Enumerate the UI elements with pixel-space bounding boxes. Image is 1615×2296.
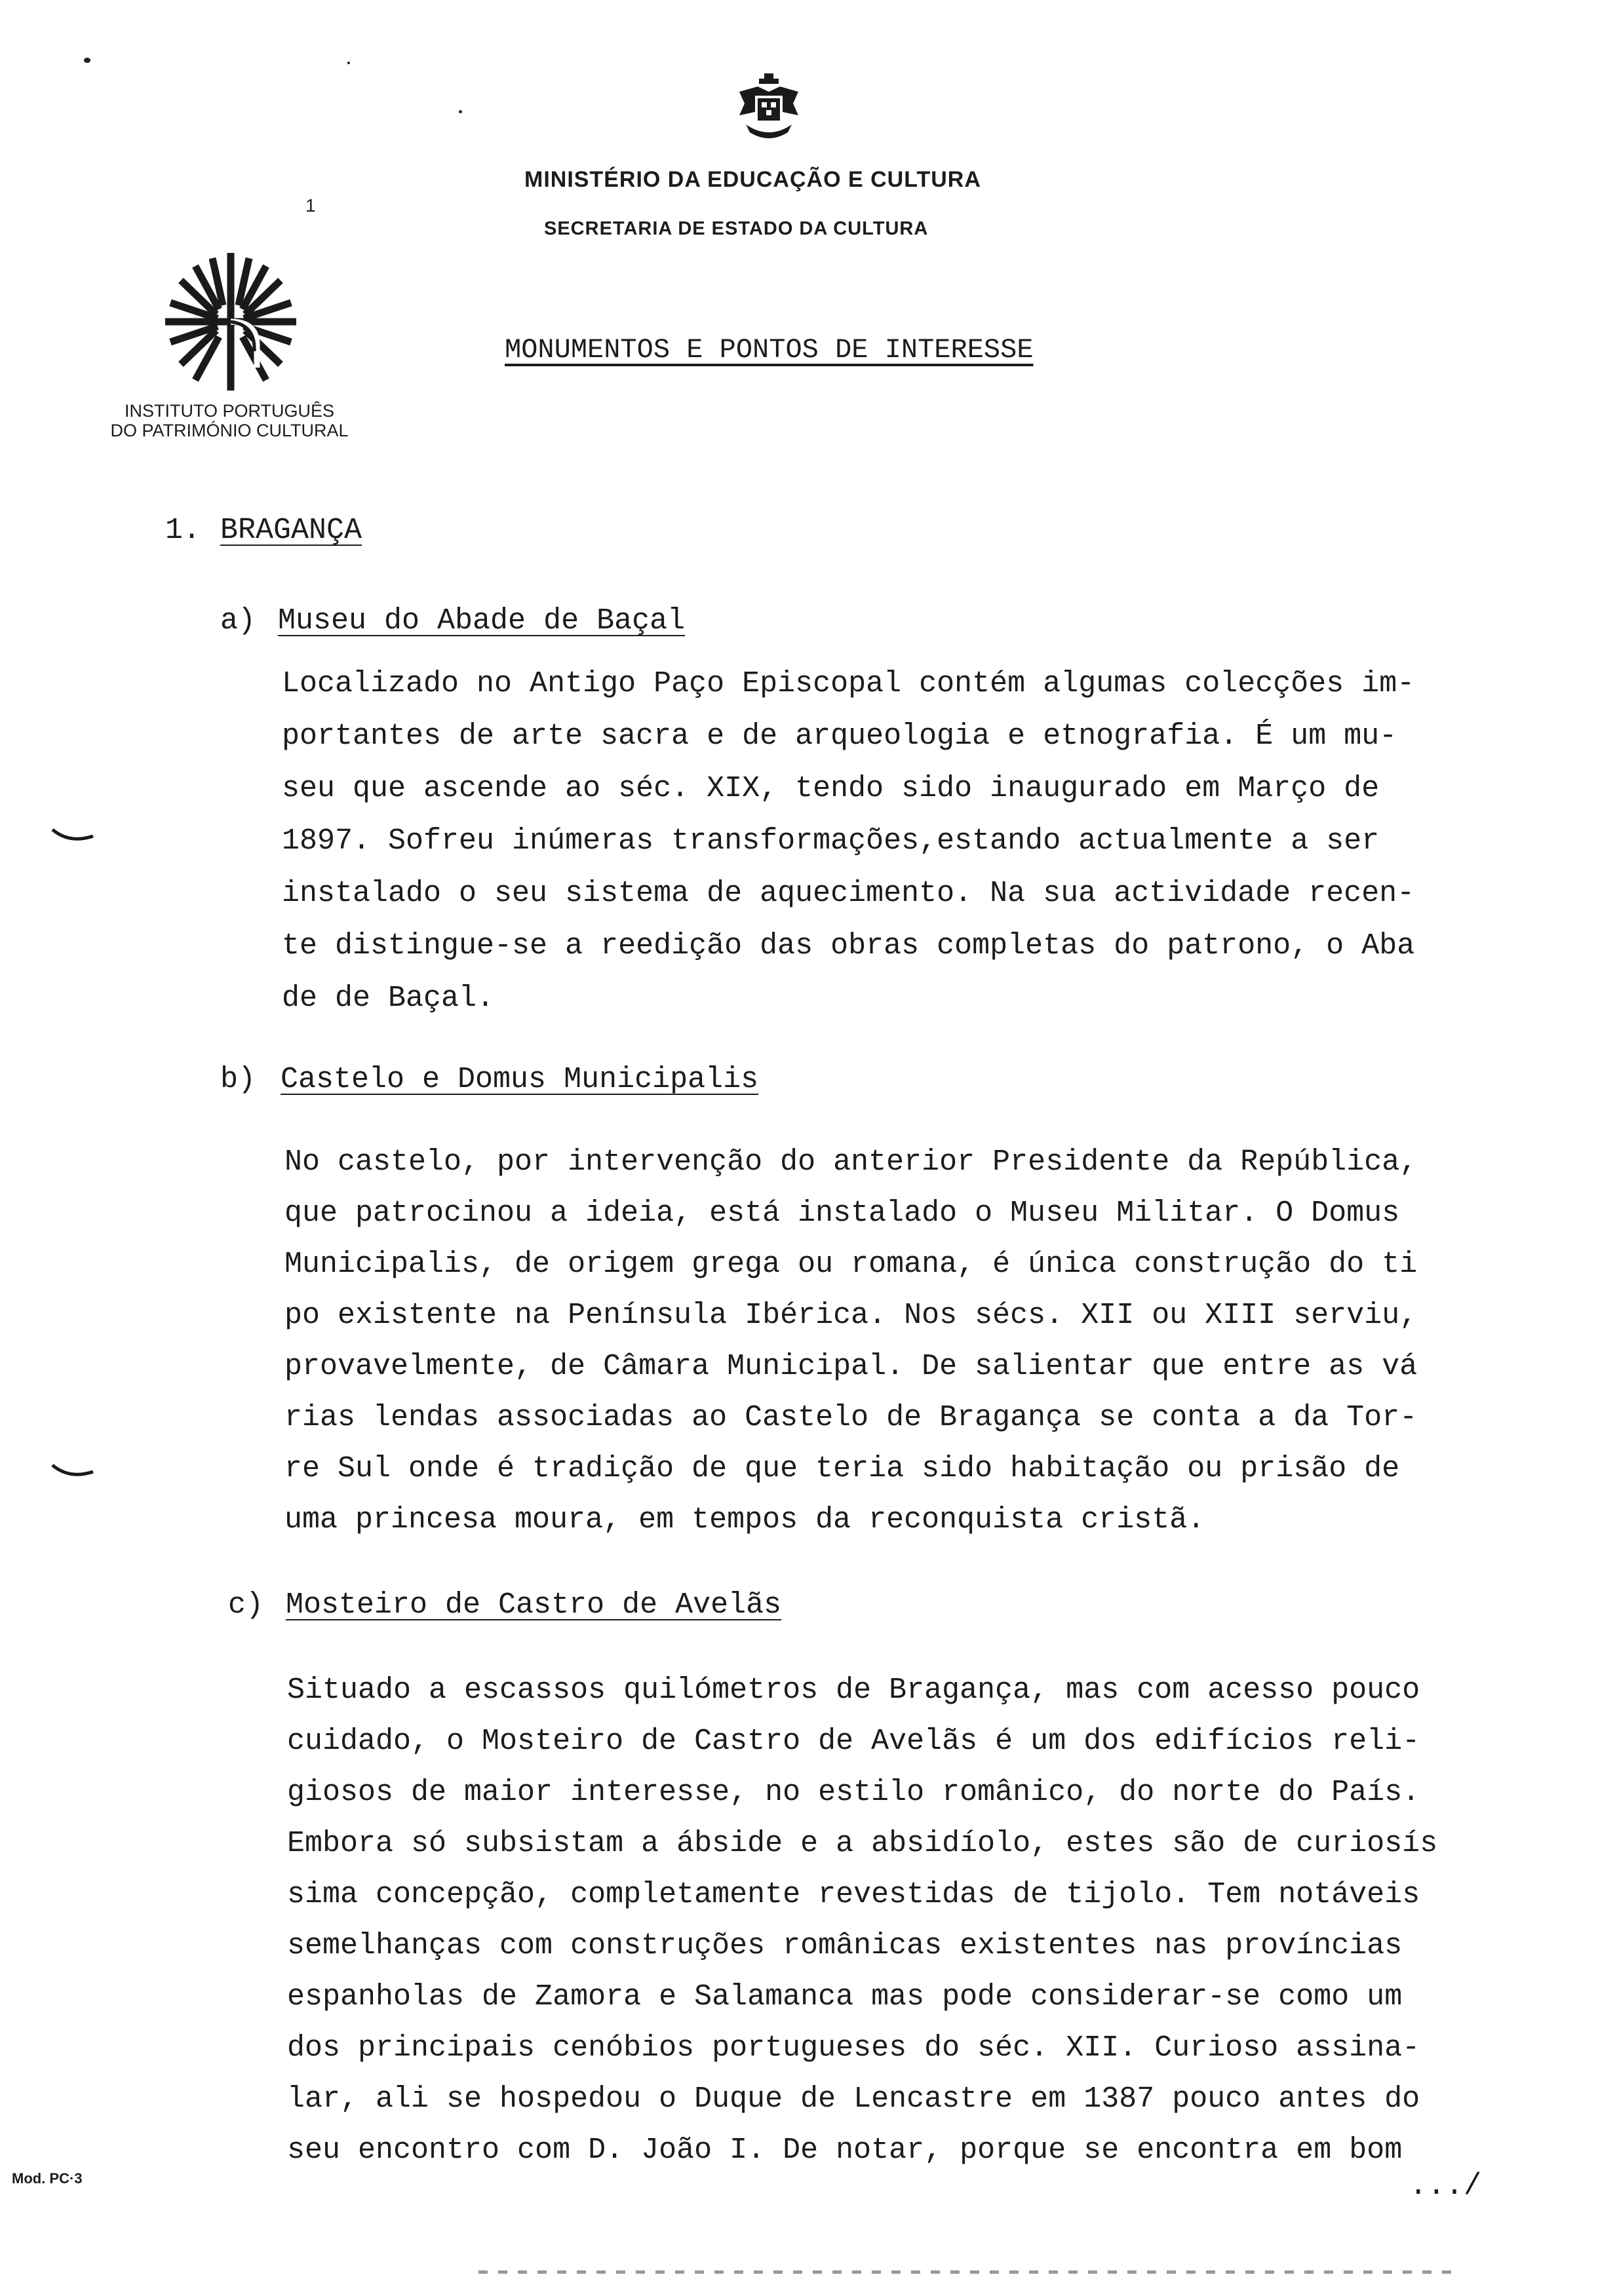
item-letter: b)	[220, 1063, 256, 1096]
paragraph-line: uma princesa moura, em tempos da reconquista cristã.	[284, 1503, 1205, 1537]
paragraph-line: No castelo, por intervenção do anterior Presidente da República,	[284, 1145, 1418, 1179]
item-letter: a)	[220, 604, 256, 638]
scan-speck	[459, 110, 462, 113]
paragraph-line: Situado a escassos quilómetros de Bragança, mas com acesso pouco	[287, 1674, 1420, 1707]
ministry-name: MINISTÉRIO DA EDUCAÇÃO E CULTURA	[524, 167, 981, 192]
paragraph-line: portantes de arte sacra e de arqueologia e etnografia. É um mu-	[282, 719, 1397, 753]
item-heading: Mosteiro de Castro de Avelãs	[286, 1588, 782, 1622]
institute-name: INSTITUTO PORTUGUÊS	[124, 401, 335, 421]
paragraph-line: Localizado no Antigo Paço Episcopal contém algumas colecções im-	[282, 667, 1415, 700]
paragraph-line: dos principais cenóbios portugueses do séc. XII. Curioso assina-	[287, 2031, 1420, 2065]
paragraph-line: cuidado, o Mosteiro de Castro de Avelãs é um dos edifícios reli-	[287, 1725, 1420, 1758]
scan-edge-line	[478, 2270, 1462, 2274]
page-mark: 1	[305, 195, 316, 216]
item-letter: c)	[228, 1588, 264, 1622]
item-heading: Museu do Abade de Baçal	[278, 604, 686, 638]
paragraph-line: provavelmente, de Câmara Municipal. De salientar que entre as vá	[284, 1350, 1418, 1383]
margin-mark	[50, 1463, 96, 1482]
paragraph-line: Municipalis, de origem grega ou romana, é única construção do ti	[284, 1248, 1418, 1281]
paragraph-line: Embora só subsistam a ábside e a absidíolo, estes são de curiosís	[287, 1827, 1438, 1860]
paragraph-line: giosos de maior interesse, no estilo românico, do norte do País.	[287, 1776, 1420, 1809]
ipc-logo-icon	[159, 246, 303, 397]
paragraph-line: sima concepção, completamente revestidas de tijolo. Tem notáveis	[287, 1878, 1420, 1911]
paragraph-line: 1897. Sofreu inúmeras transformações,estando actualmente a ser	[282, 824, 1380, 858]
scan-speck	[347, 62, 350, 64]
paragraph-line: de de Baçal.	[282, 982, 495, 1015]
margin-mark	[50, 827, 96, 847]
document-title: MONUMENTOS E PONTOS DE INTERESSE	[505, 334, 1034, 366]
paragraph-line: espanholas de Zamora e Salamanca mas pode considerar-se como um	[287, 1980, 1403, 2014]
paragraph-line: que patrocinou a ideia, está instalado o Museu Militar. O Domus	[284, 1196, 1400, 1230]
institute-name-line2: DO PATRIMÓNIO CULTURAL	[110, 421, 349, 440]
paragraph-line: instalado o seu sistema de aquecimento. Na sua actividade recen-	[282, 877, 1415, 910]
secretary-name: SECRETARIA DE ESTADO DA CULTURA	[544, 218, 929, 239]
paragraph-line: seu encontro com D. João I. De notar, porque se encontra em bom	[287, 2133, 1403, 2167]
section-title: BRAGANÇA	[220, 514, 362, 547]
coat-of-arms-icon	[733, 72, 805, 144]
paragraph-line: seu que ascende ao séc. XIX, tendo sido inaugurado em Março de	[282, 772, 1380, 805]
paragraph-line: po existente na Península Ibérica. Nos sécs. XII ou XIII serviu,	[284, 1299, 1418, 1332]
item-heading: Castelo e Domus Municipalis	[281, 1063, 759, 1096]
continuation-mark: .../	[1409, 2169, 1482, 2203]
paragraph-line: te distingue-se a reedição das obras completas do patrono, o Aba	[282, 929, 1415, 963]
section-number: 1.	[165, 514, 201, 547]
paragraph-line: lar, ali se hospedou o Duque de Lencastre em 1387 pouco antes do	[287, 2082, 1420, 2116]
paragraph-line: rias lendas associadas ao Castelo de Bragança se conta a da Tor-	[284, 1401, 1418, 1434]
paragraph-line: re Sul onde é tradição de que teria sido habitação ou prisão de	[284, 1452, 1400, 1485]
form-code: Mod. PC·3	[12, 2170, 83, 2187]
paragraph-line: semelhanças com construções românicas existentes nas províncias	[287, 1929, 1403, 1962]
scan-speck	[84, 58, 90, 63]
